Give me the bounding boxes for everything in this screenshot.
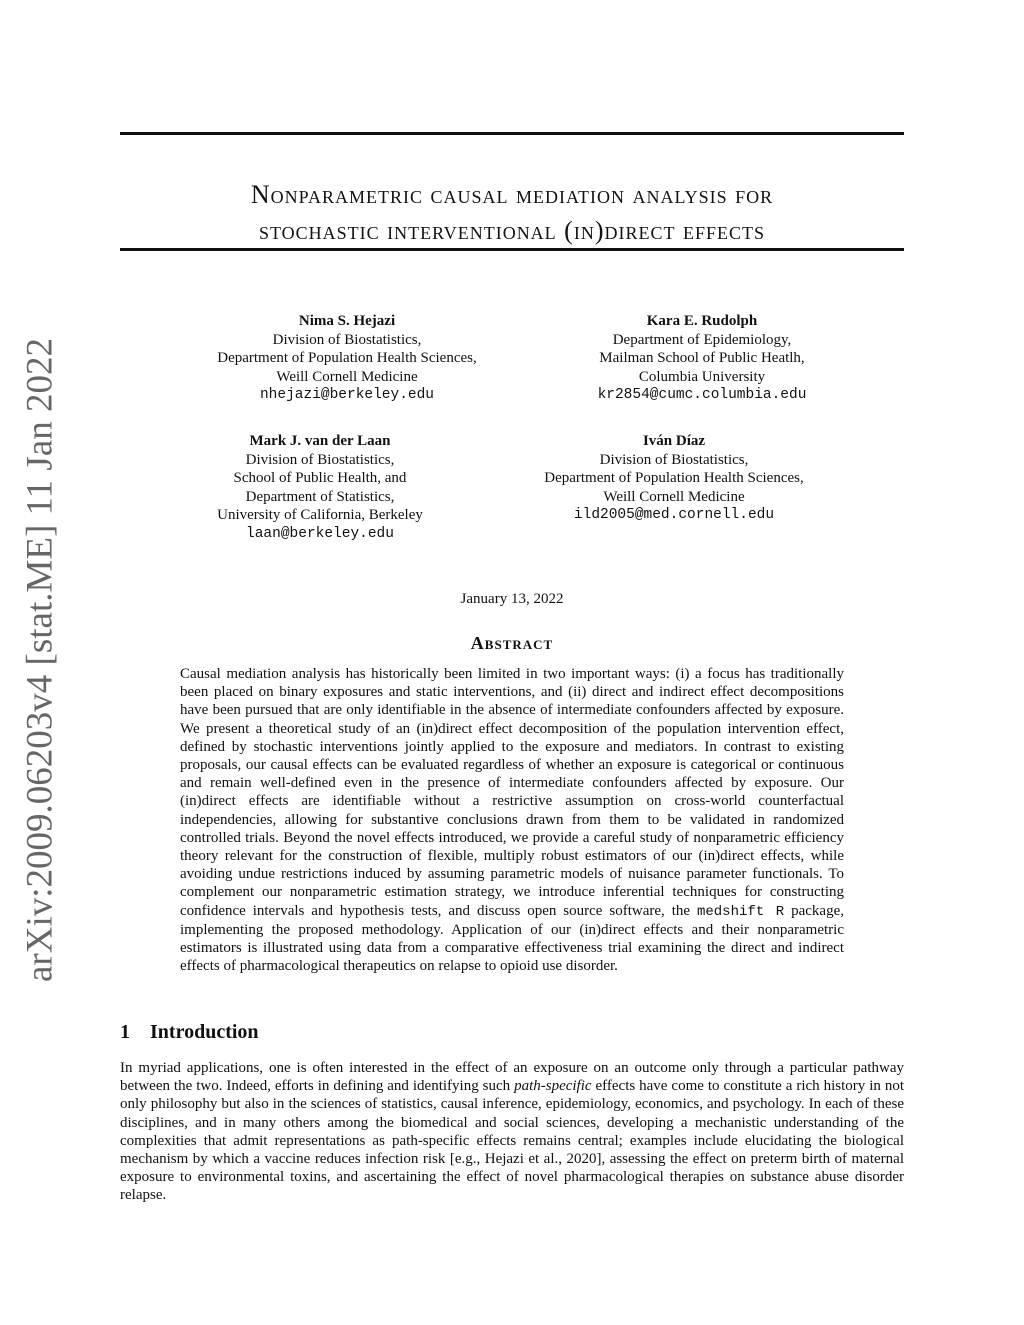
author-affiliation-line: Weill Cornell Medicine [603, 488, 745, 505]
author-name: Kara E. Rudolph [646, 313, 758, 329]
section-number: 1 [120, 1021, 130, 1043]
title-line-2: stochastic interventional (in)direct effects [258, 216, 766, 246]
author-name: Mark J. van der Laan [249, 433, 391, 449]
author-affiliation-line: University of California, Berkeley [217, 507, 423, 523]
abstract-body [180, 665, 844, 975]
author-email: nhejazi@berkeley.edu [259, 387, 435, 403]
author-name: Iván Díaz [642, 433, 706, 449]
title-bottom-rule [120, 248, 904, 251]
author-block-rudolph [512, 312, 892, 405]
abstract-heading: Abstract [470, 633, 554, 653]
author-affiliation-line: Department of Population Health Sciences, [217, 350, 477, 366]
author-block-vanderlaan [130, 432, 510, 543]
title-line-1: Nonparametric causal mediation analysis for [250, 180, 774, 210]
intro-text-part-1: In myriad applications, one is often interested in the effect of an exposure on an outcome only through a particular pathway between the two. Indeed, efforts in defining and identifying such [120, 1060, 904, 1095]
author-affiliation-line: Division of Biostatistics, [272, 331, 422, 348]
abstract-text-part-2: package, implementing the proposed methodology. Application of our (in)direct effects and their nonparametric estimators is illustrated using data from a comparative effectiveness trial examining the direct and indirect effects of pharmacological therapeutics on relapse to opioid use disorder. [180, 902, 844, 975]
section-title: Introduction [150, 1021, 259, 1043]
author-affiliation-line: Division of Biostatistics, [599, 451, 749, 468]
abstract-text-part-1: Causal mediation analysis has historically been limited in two important ways: (i) a focus has traditionally been placed on binary exposures and static interventions, and (ii) direct and indirect effect decompositions have been pursued that are only identifiable in the absence of intermediate confounders affected by exposure. We present a theoretical study of an (in)direct effect decomposition of the population intervention effect, defined by stochastic interventions jointly applied to the exposure and mediators. In contrast to existing proposals, our causal effects can be evaluated regardless of whether an exposure is categorical or continuous and remain well-defined even in the presence of intermediate confounders affected by exposure. Our (in)direct effects are identifiable without a restrictive assumption on cross-world counterfactual independencies, allowing for substantive conclusions drawn from them to be validated in randomized controlled trials. Beyond the novel effects introduced, we provide a careful study of nonparametric efficiency theory relevant for the construction of flexible, multiply robust estimators of our (in)direct effects, while avoiding undue restrictions induced by assuming parametric models of nuisance parameter functionals. To complement our nonparametric estimation strategy, we introduce inferential techniques for constructing confidence intervals and hypothesis tests, and discuss open source software, the [180, 666, 844, 919]
section-heading-introduction [120, 1021, 259, 1044]
intro-text-part-2: effects have come to constitute a rich history in not only philosophy but also in the sciences of statistics, causal inference, epidemiology, economics, and psychology. In each of these disciplines, and in many others among the biomedical and social sciences, developing a mechanistic understanding of the complexities that admit representations as path-specific effects remains central; examples include elucidating the biological mechanism by which a vaccine reduces infection risk [e.g., Hejazi et al., 2020], assessing the effect on preterm birth of maternal exposure to environmental toxins, and ascertaining the effect of novel pharmacological therapies on substance abuse disorder relapse. [120, 1078, 904, 1204]
arxiv-identifier-stamp: arXiv:2009.06203v4 [stat.ME] 11 Jan 2022 [19, 338, 61, 982]
title-top-rule [120, 132, 904, 135]
author-affiliation-line: Department of Statistics, [245, 488, 395, 505]
author-affiliation-line: Mailman School of Public Heatlh, [599, 350, 805, 366]
emphasized-term: path-specific [514, 1078, 592, 1095]
author-block-diaz [484, 432, 864, 525]
software-package-name: medshift R [696, 903, 785, 920]
author-affiliation-line: Department of Epidemiology, [612, 331, 792, 348]
author-affiliation-line: Department of Population Health Sciences, [544, 470, 804, 486]
author-affiliation-line: Division of Biostatistics, [245, 451, 395, 468]
author-email: ild2005@med.cornell.edu [573, 507, 775, 523]
introduction-paragraph [120, 1059, 904, 1205]
author-name: Nima S. Hejazi [298, 313, 396, 329]
author-email: kr2854@cumc.columbia.edu [597, 387, 807, 403]
author-affiliation-line: Columbia University [638, 368, 766, 385]
author-email: laan@berkeley.edu [246, 525, 394, 542]
publication-date: January 13, 2022 [460, 591, 564, 607]
paper-title [120, 177, 904, 249]
author-affiliation-line: Weill Cornell Medicine [276, 368, 418, 385]
author-block-hejazi [157, 312, 537, 405]
author-affiliation-line: School of Public Health, and [233, 470, 407, 486]
